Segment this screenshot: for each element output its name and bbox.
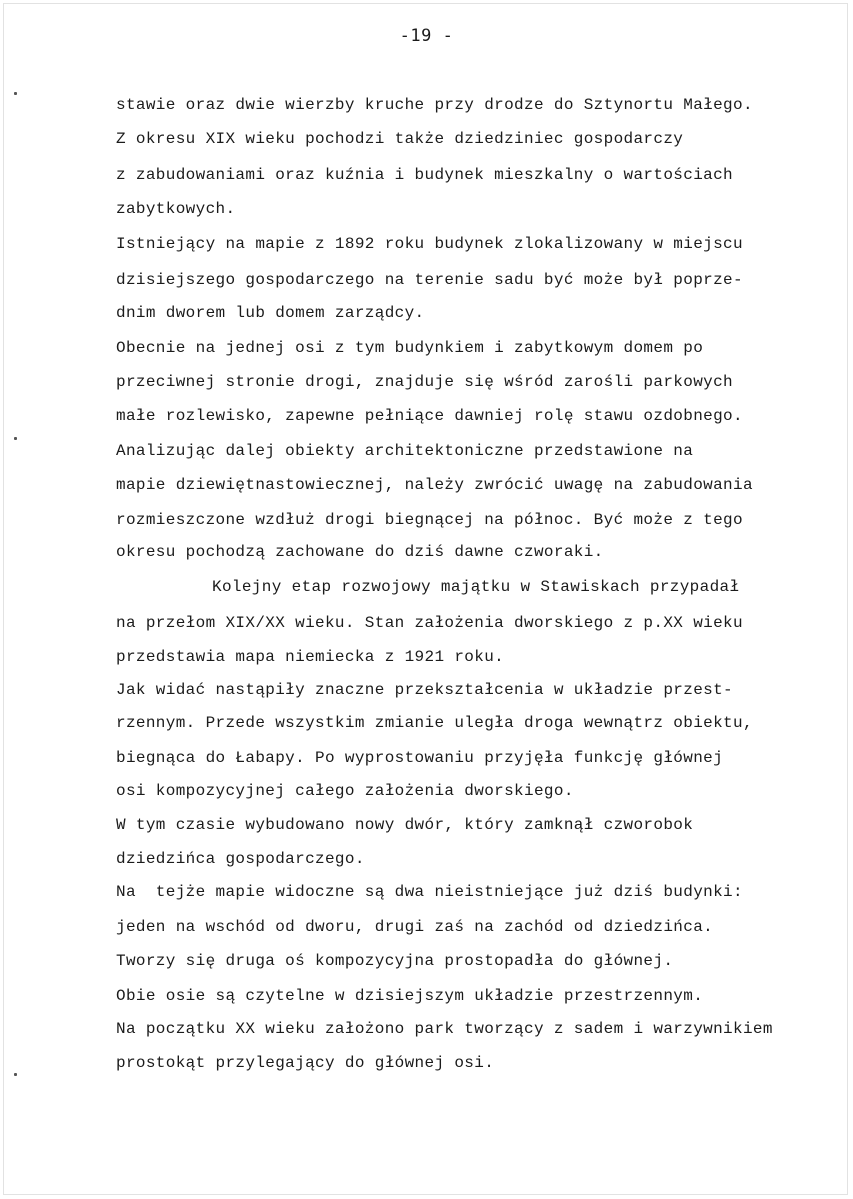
- text-line: stawie oraz dwie wierzby kruche przy drodze do Sztynortu Małego.: [116, 96, 753, 114]
- margin-mark: [14, 1073, 17, 1076]
- text-line: Istniejący na mapie z 1892 roku budynek zlokalizowany w miejscu: [116, 235, 743, 253]
- text-line: prostokąt przylegający do głównej osi.: [116, 1054, 495, 1072]
- text-line: przedstawia mapa niemiecka z 1921 roku.: [116, 648, 505, 666]
- page-number: -19 -: [399, 26, 454, 46]
- text-line: Na tejże mapie widoczne są dwa nieistniejące już dziś budynki:: [116, 883, 743, 901]
- text-line: rzennym. Przede wszystkim zmianie uległa droga wewnątrz obiektu,: [116, 714, 753, 732]
- text-line: małe rozlewisko, zapewne pełniące dawniej rolę stawu ozdobnego.: [116, 407, 743, 425]
- text-line: okresu pochodzą zachowane do dziś dawne czworaki.: [116, 543, 604, 561]
- text-line: zabytkowych.: [116, 200, 236, 218]
- text-line: Obecnie na jednej osi z tym budynkiem i zabytkowym domem po: [116, 339, 704, 357]
- margin-mark: [14, 437, 17, 440]
- text-line: z zabudowaniami oraz kuźnia i budynek mieszkalny o wartościach: [116, 166, 733, 184]
- text-line: osi kompozycyjnej całego założenia dworskiego.: [116, 782, 574, 800]
- text-line: Na początku XX wieku założono park tworzący z sadem i warzywnikiem: [116, 1020, 773, 1038]
- text-line: dnim dworem lub domem zarządcy.: [116, 304, 425, 322]
- text-line: dzisiejszego gospodarczego na terenie sadu być może był poprze-: [116, 271, 743, 289]
- text-line: W tym czasie wybudowano nowy dwór, który zamknął czworobok: [116, 816, 694, 834]
- text-line: dziedzińca gospodarczego.: [116, 850, 365, 868]
- text-line: mapie dziewiętnastowiecznej, należy zwrócić uwagę na zabudowania: [116, 476, 753, 494]
- text-line: jeden na wschód od dworu, drugi zaś na zachód od dziedzińca.: [116, 918, 714, 936]
- text-line: Kolejny etap rozwojowy majątku w Stawiskach przypadał: [212, 578, 740, 596]
- text-line: biegnąca do Łabapy. Po wyprostowaniu przyjęła funkcję głównej: [116, 749, 724, 767]
- text-line: przeciwnej stronie drogi, znajduje się wśród zarośli parkowych: [116, 373, 733, 391]
- text-line: Jak widać nastąpiły znaczne przekształcenia w układzie przest-: [116, 681, 733, 699]
- text-line: Obie osie są czytelne w dzisiejszym układzie przestrzennym.: [116, 987, 704, 1005]
- text-line: Tworzy się druga oś kompozycyjna prostopadła do głównej.: [116, 952, 674, 970]
- text-line: rozmieszczone wzdłuż drogi biegnącej na północ. Być może z tego: [116, 511, 743, 529]
- text-line: Analizując dalej obiekty architektoniczne przedstawione na: [116, 442, 694, 460]
- text-line: na przełom XIX/XX wieku. Stan założenia dworskiego z p.XX wieku: [116, 614, 743, 632]
- margin-mark: [14, 92, 17, 95]
- text-line: Z okresu XIX wieku pochodzi także dziedziniec gospodarczy: [116, 130, 684, 148]
